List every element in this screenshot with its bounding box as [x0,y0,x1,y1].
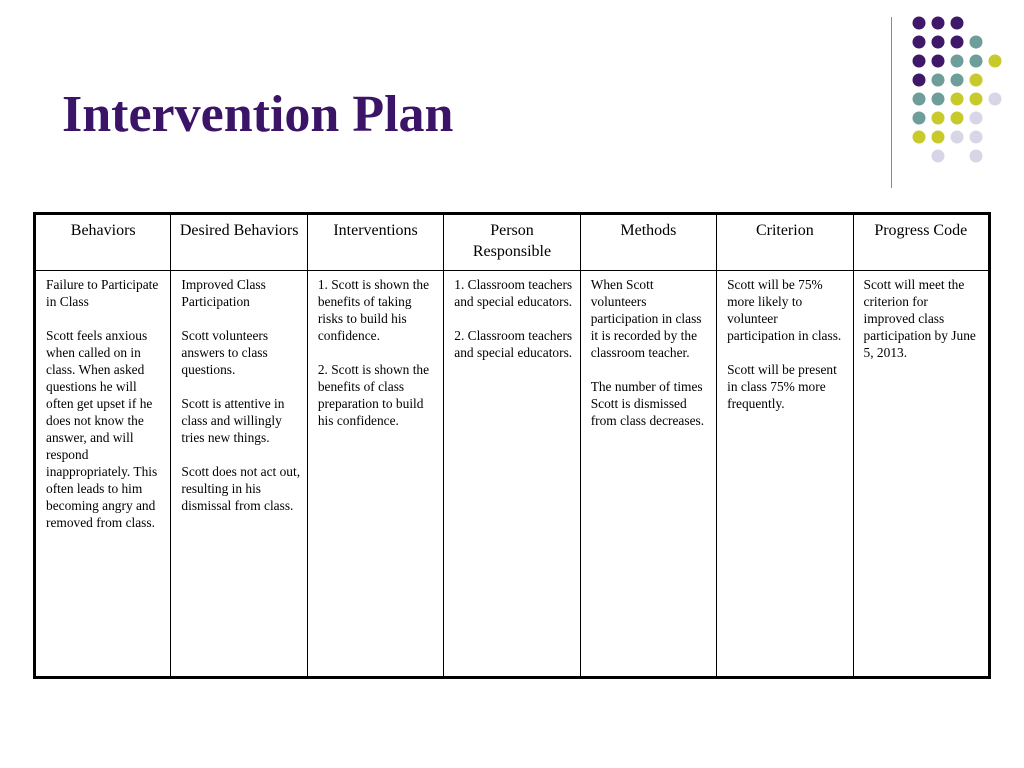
cell-behaviors [35,271,171,678]
cell-paragraph: 2. Scott is shown the benefits of class preparation to build his confidence. [317,362,430,428]
decorative-dot [951,112,964,125]
cell-paragraph: 2. Classroom teachers and special educators. [454,328,573,360]
decorative-dot [970,74,983,87]
title-divider-line [891,17,892,188]
decorative-dot [932,112,945,125]
cell-paragraph: 1. Classroom teachers and special educators. [454,277,573,309]
cell-paragraph: Failure to Participate in Class [46,277,159,309]
cell-paragraph: Scott will be present in class 75% more frequently. [727,362,837,411]
header-person-responsible: Person Responsible [444,214,580,271]
cell-person-responsible [444,271,580,678]
cell-interventions [307,271,443,678]
dot-grid-group [913,17,1002,163]
decorative-dot [951,74,964,87]
decorative-dot [951,131,964,144]
decorative-dot [951,17,964,30]
header-interventions: Interventions [307,214,443,271]
table-header-row [35,214,990,271]
cell-paragraph: Scott volunteers answers to class questions. [181,328,269,377]
header-methods: Methods [580,214,716,271]
cell-desired-behaviors [171,271,307,678]
decorative-dot [913,17,926,30]
decorative-dot [970,36,983,49]
cell-methods [580,271,716,678]
table-row [35,271,990,678]
header-criterion: Criterion [717,214,853,271]
decorative-dot [932,131,945,144]
cell-paragraph: The number of times Scott is dismissed from class decreases. [590,379,705,428]
header-progress-code: Progress Code [853,214,989,271]
decorative-dot [951,36,964,49]
decorative-dot [932,17,945,30]
header-behaviors: Behaviors [35,214,171,271]
decorative-dot [913,36,926,49]
header-desired-behaviors: Desired Behaviors [171,214,307,271]
decorative-dot [970,150,983,163]
decorative-dot [970,93,983,106]
decorative-dot [913,74,926,87]
decorative-dot [932,74,945,87]
cell-paragraph: Scott does not act out, resulting in his dismissal from class. [181,464,301,513]
cell-criterion [717,271,853,678]
decorative-dot [913,131,926,144]
decorative-dot [932,36,945,49]
cell-progress-code [853,271,989,678]
decorative-dot [970,131,983,144]
decorative-dot [913,112,926,125]
cell-paragraph: Scott is attentive in class and willingly tries new things. [181,396,285,445]
decorative-dot [913,55,926,68]
decorative-dot [970,55,983,68]
decorative-dot [951,55,964,68]
cell-paragraph: When Scott volunteers participation in class it is recorded by the classroom teacher. [590,277,702,360]
decorative-dot [970,112,983,125]
cell-paragraph: 1. Scott is shown the benefits of taking risks to build his confidence. [317,277,430,343]
decorative-dot [932,150,945,163]
decorative-dot [913,93,926,106]
decorative-dot [989,55,1002,68]
cell-paragraph: Scott will be 75% more likely to volunteer participation in class. [727,277,842,343]
decorative-dot [932,93,945,106]
intervention-plan-table [33,212,991,679]
decorative-dot [932,55,945,68]
decorative-dot [951,93,964,106]
cell-paragraph: Scott feels anxious when called on in class. When asked questions he will often get upset if he does not know the answer, and will respond inappropriately. This often leads to him becoming angry and removed from class. [46,328,158,530]
slide-title: Intervention Plan [62,86,454,143]
decorative-dot [989,93,1002,106]
cell-paragraph: Scott will meet the criterion for improved class participation by June 5, 2013. [863,277,976,360]
cell-paragraph: Improved Class Participation [181,277,266,309]
